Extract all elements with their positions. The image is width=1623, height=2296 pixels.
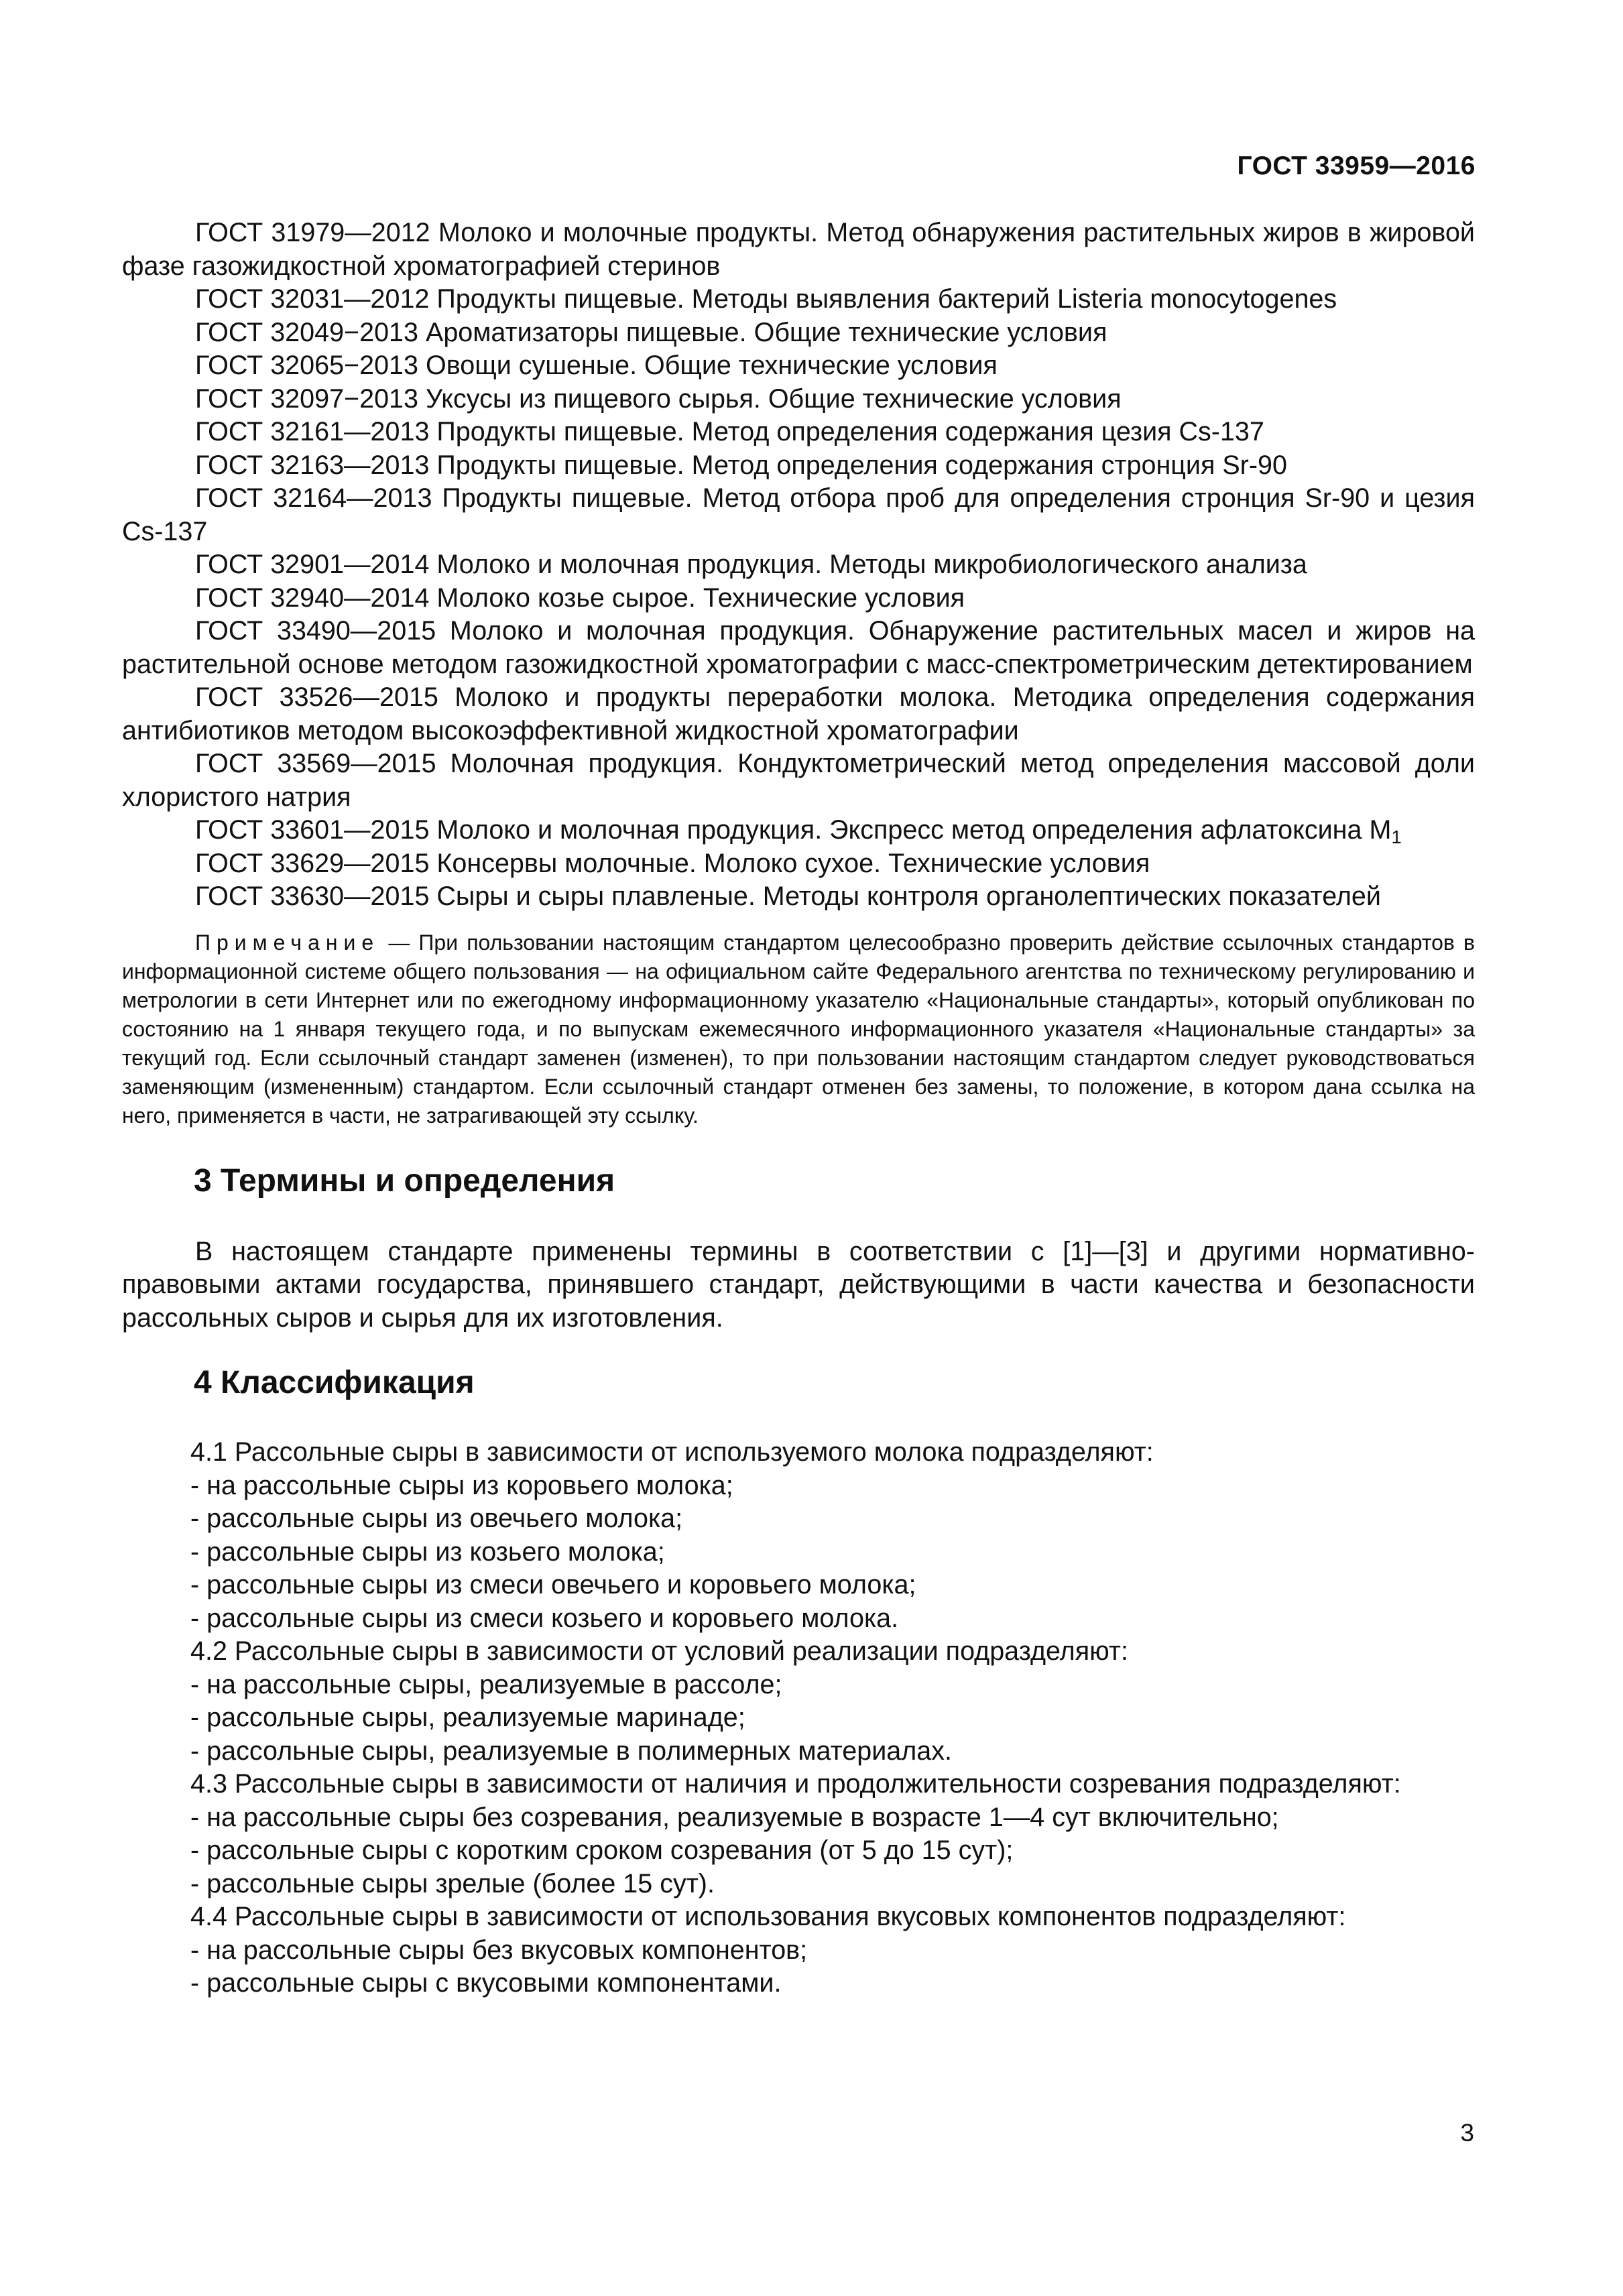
reference-item-aflatoxin [122,814,1475,847]
reference-item: ГОСТ 31979—2012 Молоко и молочные продукты. Метод обнаружения растительных жиров в жировой фазе газожидкостной хроматографией стеринов [122,218,1475,281]
list-item: - рассольные сыры, реализуемые в полимерных материалах. [190,1736,952,1766]
subscript: 1 [1391,827,1402,847]
note-paragraph [122,928,1475,1130]
reference-item: ГОСТ 33526—2015 Молоко и продукты переработки молока. Методика определения содержания антибиотиков методом высокоэффективной жидкостной хроматографии [122,682,1475,745]
reference-item: ГОСТ 32049−2013 Ароматизаторы пищевые. Общие технические условия [195,317,1107,347]
note-label: Примечание [195,930,380,955]
list-item: - рассольные сыры с коротким сроком созревания (от 5 до 15 сут); [190,1835,1014,1865]
list-item: - рассольные сыры из смеси овечьего и коровьего молока; [190,1570,916,1599]
clause: 4.3 Рассольные сыры в зависимости от наличия и продолжительности созревания подразделяют: [190,1769,1401,1799]
list-item: - рассольные сыры из овечьего молока; [190,1504,683,1533]
list-item: - рассольные сыры, реализуемые маринаде; [190,1703,745,1732]
document-header: ГОСТ 33959—2016 [1237,152,1476,180]
page-content [122,217,1475,2000]
list-item: - рассольные сыры из смеси козьего и коровьего молока. [190,1603,899,1633]
reference-item: ГОСТ 32161—2013 Продукты пищевые. Метод определения содержания цезия Cs-137 [195,417,1264,446]
reference-item: ГОСТ 33629—2015 Консервы молочные. Молоко сухое. Технические условия [195,848,1150,878]
page-number: 3 [1460,2119,1474,2147]
note-text: — При пользовании настоящим стандартом целесообразно проверить действие ссылочных стандартов в информационной системе общего пользования — на официальном сайте Федерального агентства по техническому регулированию и метрологии в сети Интернет или по ежегодному информационному указателю «Национальные стандарты», который опубликован по состоянию на 1 января текущего года, и по выпускам ежемесячного информационного указателя «Национальные стандарты» за текущий год. Если ссылочный стандарт заменен (изменен), то при пользовании настоящим стандартом следует руководствоваться заменяющим (измененным) стандартом. Если ссылочный стандарт отменен без замены, то положение, в котором дана ссылка на него, применяется в части, не затрагивающей эту ссылку. [122,930,1476,1128]
reference-item: ГОСТ 33569—2015 Молочная продукция. Кондуктометрический метод определения массовой доли хлористого натрия [122,749,1475,812]
reference-item: ГОСТ 32901—2014 Молоко и молочная продукция. Методы микробиологического анализа [195,550,1307,579]
list-item: - на рассольные сыры, реализуемые в рассоле; [190,1669,782,1699]
list-item: - на рассольные сыры из коровьего молока; [190,1470,733,1500]
list-item: - рассольные сыры из козьего молока; [190,1536,665,1567]
reference-text: ГОСТ 33601—2015 Молоко и молочная продукция. Экспресс метод определения афлатоксина M [195,815,1392,845]
list-item: - рассольные сыры зрелые (более 15 сут). [190,1868,715,1898]
list-item: - на рассольные сыры без созревания, реализуемые в возрасте 1—4 сут включительно; [190,1802,1279,1832]
reference-item: ГОСТ 32164—2013 Продукты пищевые. Метод отбора проб для определения стронция Sr-90 и цезия Cs-137 [122,483,1475,546]
list-item: - на рассольные сыры без вкусовых компонентов; [190,1935,808,1965]
reference-item: ГОСТ 33490—2015 Молоко и молочная продукция. Обнаружение растительных масел и жиров на растительной основе методом газожидкостной хроматографии с масс-спектрометрическим детектированием [122,616,1475,679]
clause: 4.2 Рассольные сыры в зависимости от условий реализации подразделяют: [190,1636,1128,1666]
normative-references-list [122,217,1475,914]
reference-item: ГОСТ 32097−2013 Уксусы из пищевого сырья. Общие технические условия [195,383,1122,414]
classification-list [122,1436,1475,2000]
reference-item: ГОСТ 32065−2013 Овощи сушеные. Общие технические условия [195,351,998,380]
reference-item: ГОСТ 32163—2013 Продукты пищевые. Метод определения содержания стронция Sr-90 [195,450,1287,480]
clause: 4.4 Рассольные сыры в зависимости от использования вкусовых компонентов подразделяют: [190,1902,1346,1931]
section-3-text: В настоящем стандарте применены термины в соответствии с [1]—[3] и другими нормативно-правовыми актами государства, принявшего стандарт, действующими в части качества и безопасности рассольных сыров и сырья для их изготовления. [122,1236,1475,1333]
section-4-heading: 4 Классификация [194,1365,475,1400]
reference-item: ГОСТ 33630—2015 Сыры и сыры плавленые. Методы контроля органолептических показателей [195,882,1381,911]
reference-item: ГОСТ 32031—2012 Продукты пищевые. Методы выявления бактерий Listeria monocytogenes [195,284,1337,314]
list-item: - рассольные сыры с вкусовыми компонентами. [190,1968,782,1998]
section-3-heading: 3 Термины и определения [194,1162,615,1199]
reference-item: ГОСТ 32940—2014 Молоко козье сырое. Технические условия [195,583,965,613]
clause: 4.1 Рассольные сыры в зависимости от используемого молока подразделяют: [190,1437,1154,1467]
